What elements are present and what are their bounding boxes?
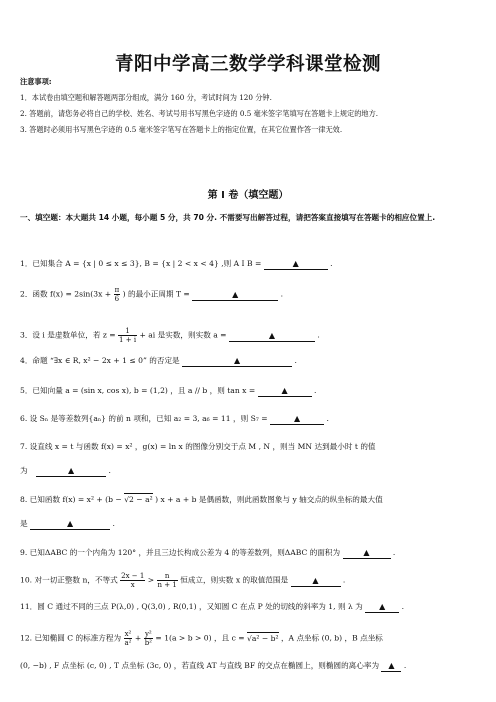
- notes-heading: 注意事项:: [20, 77, 52, 86]
- answer-blank[interactable]: ▲: [291, 576, 341, 587]
- note-item: 2. 答题前，请您务必将自己的学校、姓名、考试号用书写黑色字迹的 0.5 毫米签字笔填写在答题卡上规定的地方.: [20, 109, 379, 118]
- question-7-cont: 为 ▲ .: [20, 466, 111, 475]
- question-12: 12. 已知椭圆 C 的标准方程为 $\frac{\text{x²}}{\text{a²}}$ + $\frac{\text{y²}}{\text{b²}}$ = 1(a > b > 0) ，且 c = √a² − b² ，A 点坐标 (0, b) ，B 点坐标: [20, 630, 383, 647]
- fraction: $\frac{\text{x²}}{\text{a²}}$: [124, 630, 132, 647]
- fraction: $\frac{n}{n + 1}$: [157, 572, 177, 589]
- question-8: 8. 已知函数 f(x) = x² + (b − √2 − a² ) x + a + b 是偶函数，则此函数图象与 y 轴交点的纵坐标的最大值: [20, 495, 383, 504]
- answer-blank[interactable]: ▲: [182, 356, 292, 367]
- answer-blank[interactable]: ▲: [30, 519, 110, 530]
- question-1: 1．已知集合 A = {x | 0 ≤ x ≤ 3}, B = {x | 2 < x < 4} ,则 A I B = ▲ .: [20, 259, 333, 268]
- question-2: 2．函数 f(x) = 2sin(3x + $\frac{\pi}{6}$ ) 的最小正周期 T = ▲ .: [20, 286, 284, 303]
- answer-blank[interactable]: ▲: [365, 602, 399, 613]
- part-intro: 一、填空题：本大题共 14 小题，每小题 5 分，共 70 分. 不需要写出解答过程，请把答案直接填写在答题卡的相应位置上.: [20, 213, 436, 222]
- square-root: √2 − a²: [124, 495, 153, 504]
- answer-blank[interactable]: ▲: [381, 661, 401, 672]
- question-12-cont: (0, −b) , F 点坐标 (c, 0) , T 点坐标 (3c, 0) ，若直线 AT 与直线 BF 的交点在椭圆上，则椭圆的离心率为 ▲ .: [20, 661, 407, 670]
- question-9: 9. 已知ΔABC 的一个内角为 120° ，并且三边长构成公差为 4 的等差数列，则ΔABC 的面积为 ▲ .: [20, 548, 396, 557]
- question-6: 6. 设 Sₙ 是等差数列{aₙ} 的前 n 项和，已知 a₂ = 3, a₆ = 11 ，则 S₇ = ▲ .: [20, 414, 329, 423]
- square-root: √a² − b²: [247, 633, 279, 643]
- question-5: 5．已知向量 a = (sin x, cos x), b = (1,2) ，且 a // b ，则 tan x = ▲ .: [20, 386, 317, 395]
- answer-blank[interactable]: ▲: [36, 466, 106, 477]
- section-title: 第 I 卷（填空题）: [207, 190, 289, 201]
- question-3: 3．设 i 是虚数单位，若 z = $\frac{1}{1 + i}$ + ai 是实数，则实数 a = ▲ .: [20, 327, 320, 344]
- question-11: 11．圆 C 通过不同的三点 P(λ,0) , Q(3,0) , R(0,1) ，又知圆 C 在点 P 处的切线的斜率为 1, 则 λ 为 ▲ .: [20, 602, 405, 611]
- question-8-cont: 是 ▲ .: [20, 519, 115, 528]
- question-4: 4．命题 “∃x ∈ R, x² − 2x + 1 ≤ 0” 的否定是 ▲ .: [20, 356, 297, 365]
- fraction: $\frac{\text{y²}}{\text{b²}}$: [144, 630, 152, 647]
- note-item: 3. 答题时必须用书写黑色字迹的 0.5 毫米签字笔写在答题卡上的指定位置，在其它位置作答一律无效.: [20, 125, 343, 134]
- note-item: 1．本试卷由填空题和解答题两部分组成，满分 160 分，考试时间为 120 分钟.: [20, 93, 272, 102]
- question-10: 10. 对一切正整数 n，不等式 $\frac{2x - 1}{x}$ > $\frac{n}{n + 1}$ 恒成立，则实数 x 的取值范围是 ▲ .: [20, 572, 346, 589]
- fraction: $\frac{\pi}{6}$: [114, 286, 120, 303]
- question-7: 7. 设直线 x = t 与函数 f(x) = x² ，g(x) = ln x 的图像分别交于点 M , N ，则当 MN 达到最小时 t 的值: [20, 442, 376, 451]
- fraction: $\frac{1}{1 + i}$: [119, 327, 137, 344]
- answer-blank[interactable]: ▲: [258, 386, 312, 397]
- answer-blank[interactable]: ▲: [264, 259, 328, 270]
- answer-blank[interactable]: ▲: [270, 414, 324, 425]
- answer-blank[interactable]: ▲: [229, 331, 315, 342]
- fraction: $\frac{2x - 1}{x}$: [121, 572, 145, 589]
- answer-blank[interactable]: ▲: [192, 290, 278, 301]
- answer-blank[interactable]: ▲: [343, 548, 391, 559]
- page-title: 青阳中学高三数学学科课堂检测: [114, 54, 381, 75]
